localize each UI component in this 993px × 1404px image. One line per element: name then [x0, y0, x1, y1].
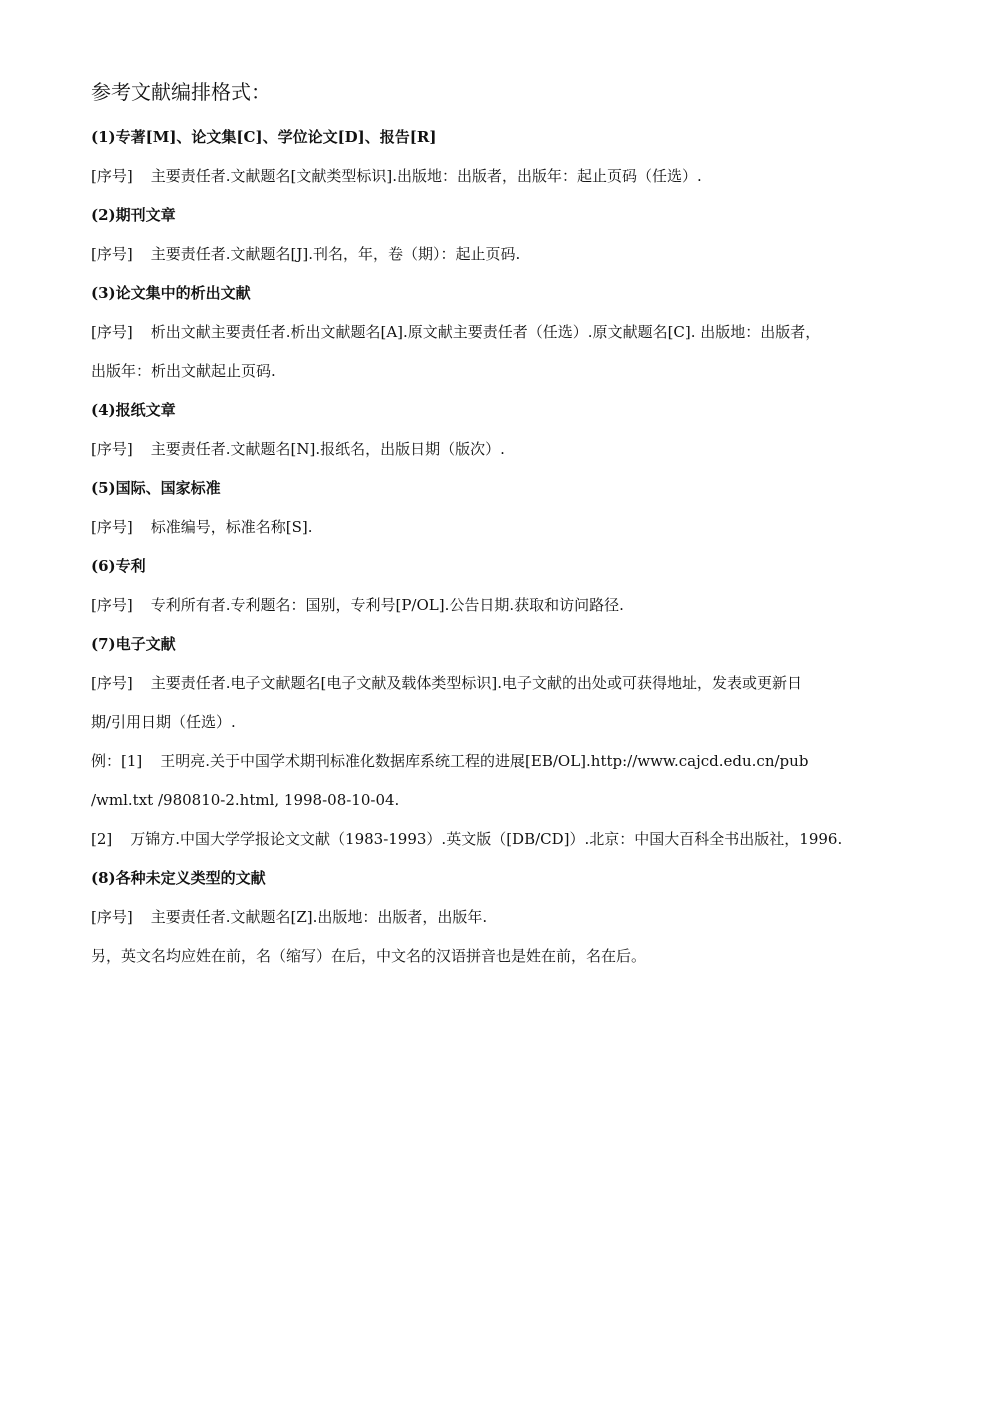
format-label: [序号]: [91, 440, 133, 458]
format-line-patent: [91, 586, 931, 625]
format-label: [序号]: [91, 245, 133, 263]
format-text: 主要责任者.电子文献题名[电子文献及载体类型标识].电子文献的出处或可获得地址，发表或更新日: [150, 674, 802, 692]
section-heading-journal: (2)期刊文章: [91, 206, 176, 224]
format-line-journal: [91, 235, 931, 274]
example-label: [2]: [91, 830, 113, 848]
section-heading-monograph: (1)专著[M]、论文集[C]、学位论文[D]、报告[R]: [91, 128, 437, 146]
section-heading-analytic: (3)论文集中的析出文献: [91, 284, 251, 302]
example-text: 王明亮.关于中国学术期刊标准化数据库系统工程的进展[EB/OL].http://www.cajcd.edu.cn/pub: [160, 752, 809, 770]
format-text: 主要责任者.文献题名[文献类型标识].出版地：出版者，出版年：起止页码（任选）.: [150, 167, 702, 185]
format-label: [序号]: [91, 674, 133, 692]
format-text: 标准编号，标准名称[S].: [150, 518, 313, 536]
format-line-monograph: [91, 157, 931, 196]
format-text: 专利所有者.专利题名：国别，专利号[P/OL].公告日期.获取和访问路径.: [150, 596, 624, 614]
example-label: 例：[1]: [91, 752, 143, 770]
format-text: 主要责任者.文献题名[N].报纸名，出版日期（版次）.: [150, 440, 505, 458]
format-text: 析出文献主要责任者.析出文献题名[A].原文献主要责任者（任选）.原文献题名[C]. 出版地：出版者，: [150, 323, 821, 341]
format-line-analytic-cont: 出版年：析出文献起止页码.: [91, 362, 276, 380]
section-heading-patent: (6)专利: [91, 557, 146, 575]
format-line-standard: [91, 508, 931, 547]
format-text: 主要责任者.文献题名[Z].出版地：出版者，出版年.: [150, 908, 488, 926]
format-label: [序号]: [91, 596, 133, 614]
example-line-2: [91, 820, 931, 859]
section-heading-newspaper: (4)报纸文章: [91, 401, 176, 419]
example-text: 万锦方.中国大学学报论文文献（1983-1993）.英文版（[DB/CD]）.北京：中国大百科全书出版社，1996.: [130, 830, 843, 848]
format-line-electronic-cont: 期/引用日期（任选）.: [91, 713, 236, 731]
format-label: [序号]: [91, 323, 133, 341]
format-line-analytic: [91, 313, 931, 352]
section-heading-standard: (5)国际、国家标准: [91, 479, 221, 497]
section-heading-undefined: (8)各种未定义类型的文献: [91, 869, 266, 887]
page-title: 参考文献编排格式：: [91, 80, 271, 104]
example-line-1: [91, 742, 931, 781]
format-line-undefined: [91, 898, 931, 937]
example-line-1-cont: /wml.txt /980810-2.html, 1998-08-10-04.: [91, 791, 400, 809]
section-heading-electronic: (7)电子文献: [91, 635, 176, 653]
format-label: [序号]: [91, 167, 133, 185]
format-label: [序号]: [91, 908, 133, 926]
format-label: [序号]: [91, 518, 133, 536]
format-line-newspaper: [91, 430, 931, 469]
document-body: [91, 74, 931, 976]
name-order-note: 另，英文名均应姓在前，名（缩写）在后，中文名的汉语拼音也是姓在前，名在后。: [91, 947, 647, 965]
format-line-electronic: [91, 664, 931, 703]
format-text: 主要责任者.文献题名[J].刊名，年，卷（期）：起止页码.: [150, 245, 521, 263]
